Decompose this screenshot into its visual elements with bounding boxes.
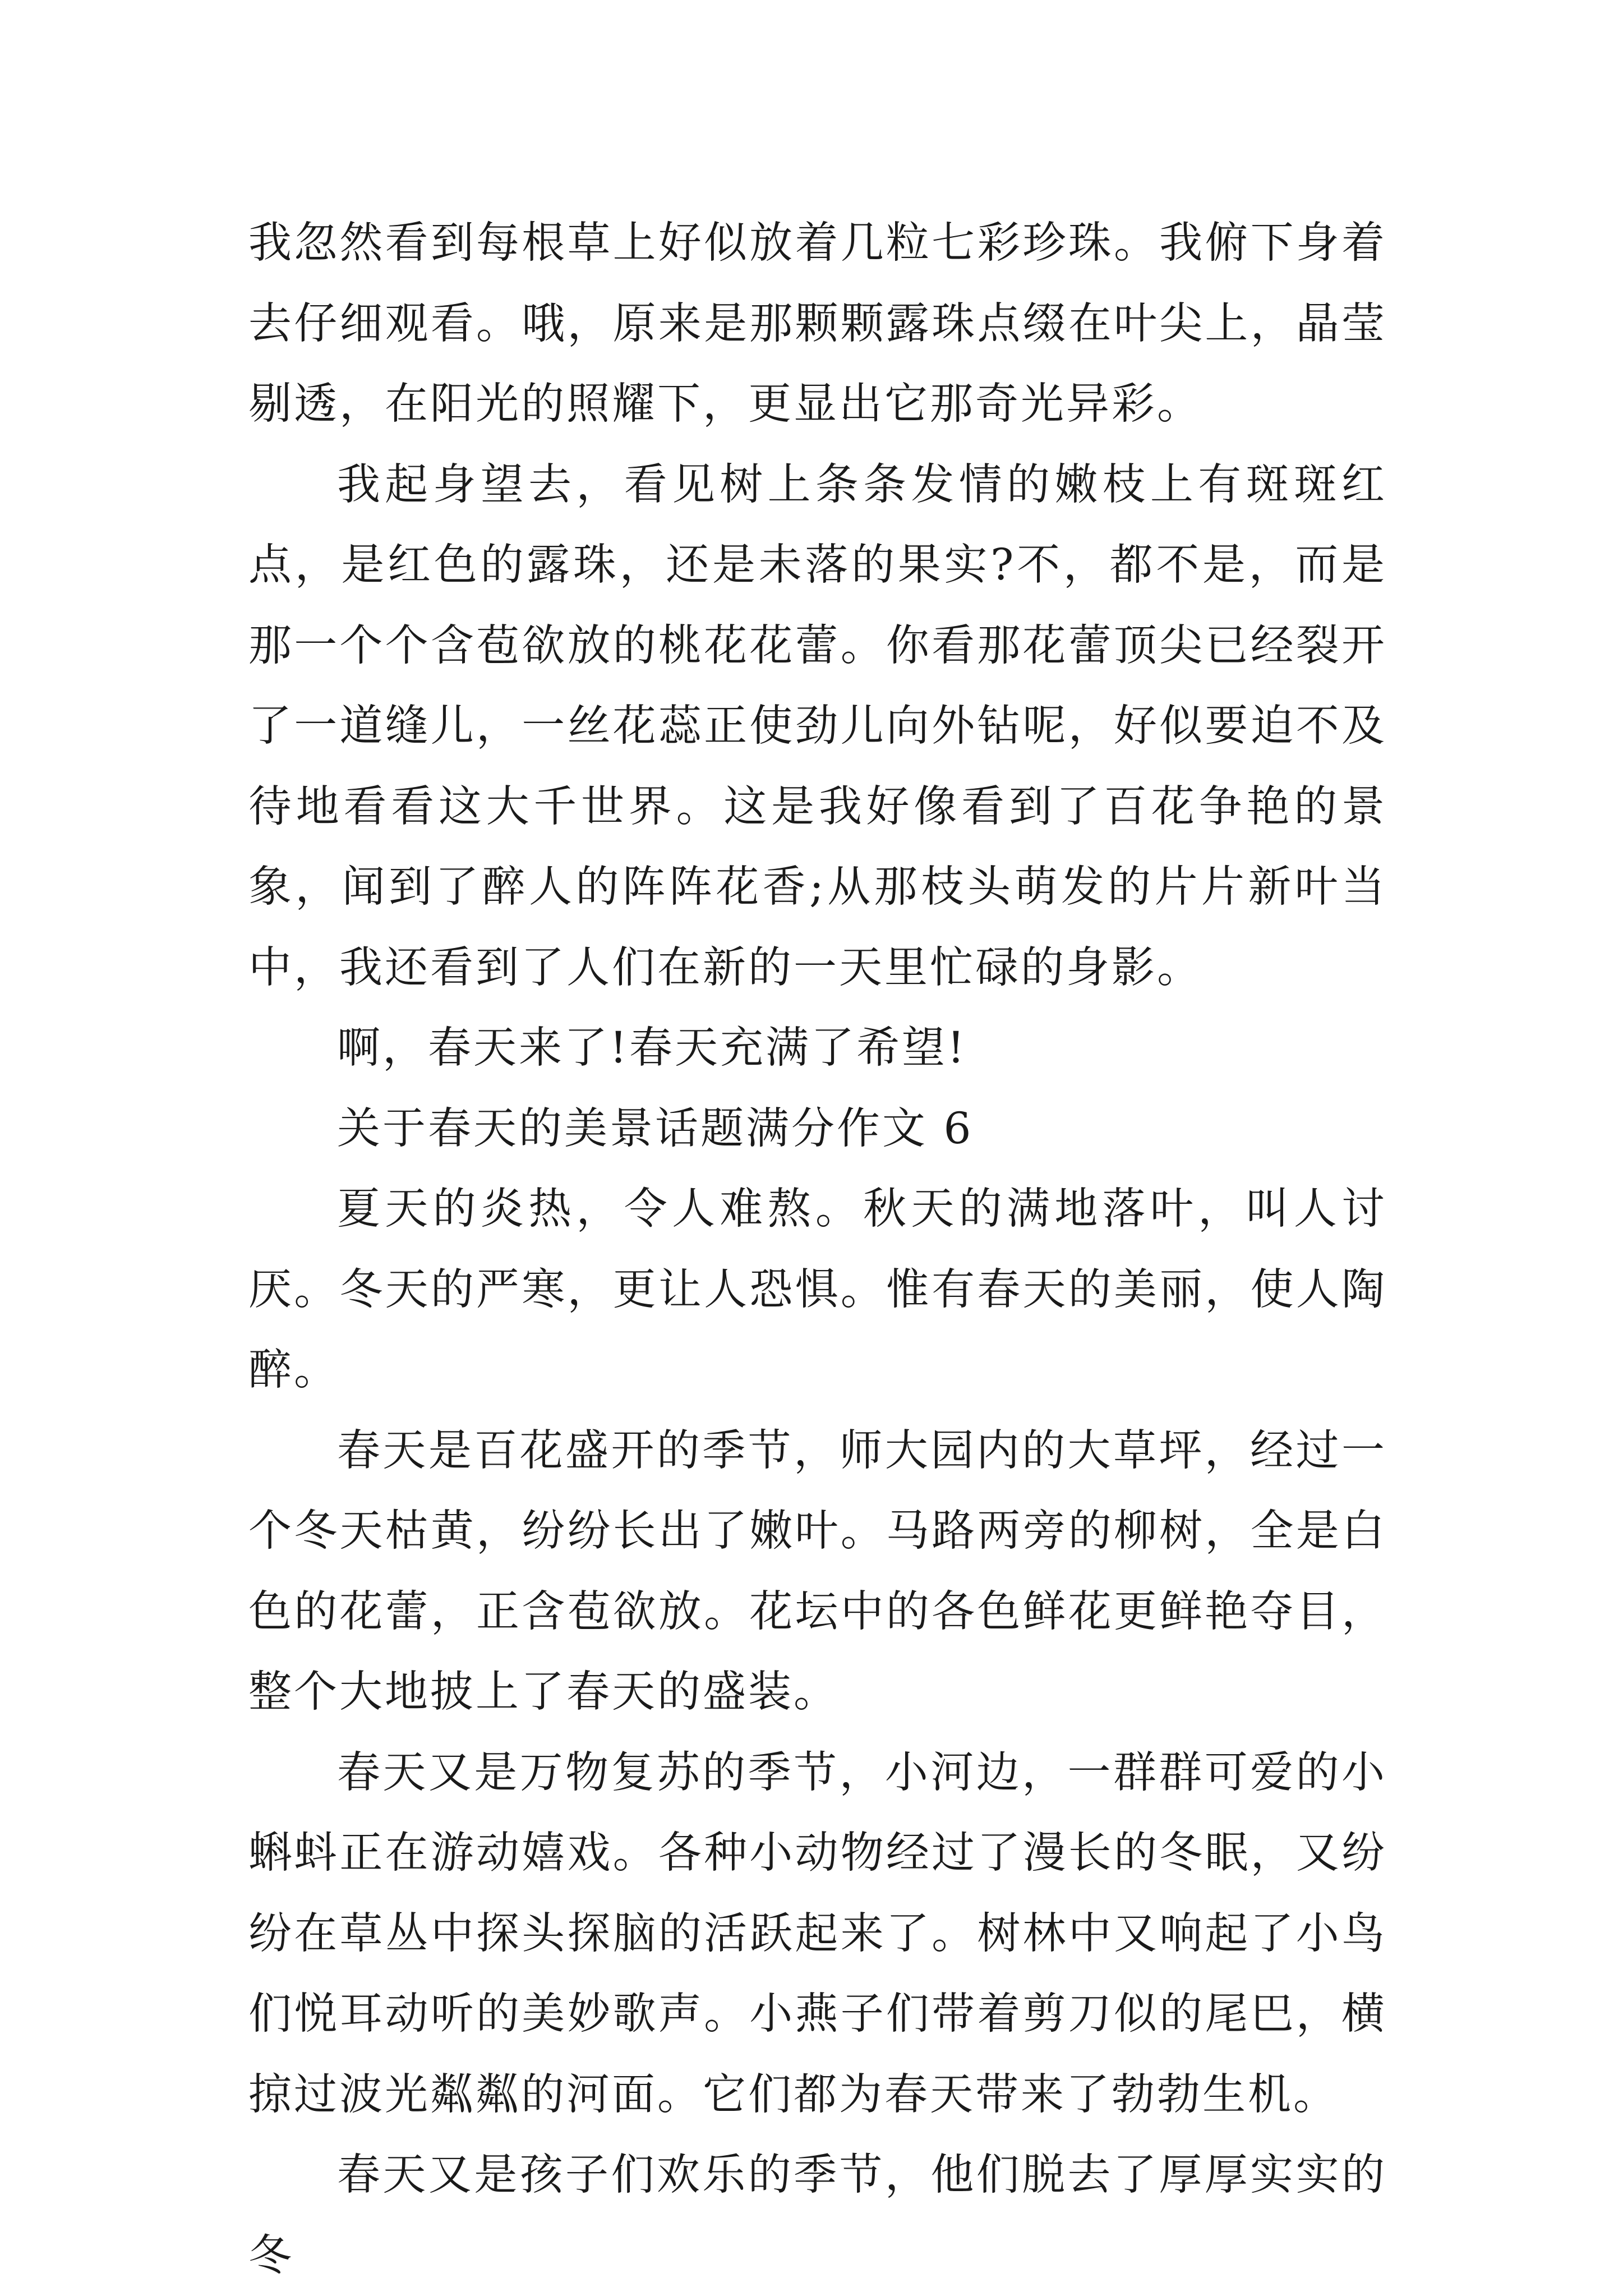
paragraph-dewdrops: 我忽然看到每根草上好似放着几粒七彩珍珠。我俯下身着去仔细观看。哦，原来是那颗颗露珠点缀在叶尖上，晶莹剔透，在阳光的照耀下，更显出它那奇光异彩。 [248,218,1387,429]
paragraph-seasons: 夏天的炎热，令人难熬。秋天的满地落叶，叫人讨厌。冬天的严寒，更让人恐惧。惟有春天的美丽，使人陶醉。 [248,1184,1387,1395]
paragraph-peach-buds: 我起身望去，看见树上条条发情的嫩枝上有斑斑红点，是红色的露珠，还是未落的果实?不，都不是，而是那一个个含苞欲放的桃花花蕾。你看那花蕾顶尖已经裂开了一道缝儿，一丝花蕊正使劲儿向外钻呢，好似要迫不及待地看看这大千世界。这是我好像看到了百花争艳的景象，闻到了醉人的阵阵花香;从那枝头萌发的片片新叶当中，我还看到了人们在新的一天里忙碌的身影。 [248,459,1387,993]
essay-heading: 关于春天的美景话题满分作文 6 [337,1103,974,1154]
paragraph-revival: 春天又是万物复苏的季节，小河边，一群群可爱的小蝌蚪正在游动嬉戏。各种小动物经过了漫长的冬眠，又纷纷在草丛中探头探脑的活跃起来了。树林中又响起了小鸟们悦耳动听的美妙歌声。小燕子们带着剪刀似的尾巴，横掠过波光粼粼的河面。它们都为春天带来了勃勃生机。 [248,1747,1387,2120]
essay-body [248,203,1387,2296]
paragraph-children: 春天又是孩子们欢乐的季节，他们脱去了厚厚实实的冬 [248,2150,1387,2281]
paragraph-spring-exclamation: 啊，春天来了!春天充满了希望! [337,1023,967,1073]
paragraph-flowers: 春天是百花盛开的季节，师大园内的大草坪，经过一个冬天枯黄，纷纷长出了嫩叶。马路两旁的柳树，全是白色的花蕾，正含苞欲放。花坛中的各色鲜花更鲜艳夺目，整个大地披上了春天的盛装。 [248,1425,1387,1717]
